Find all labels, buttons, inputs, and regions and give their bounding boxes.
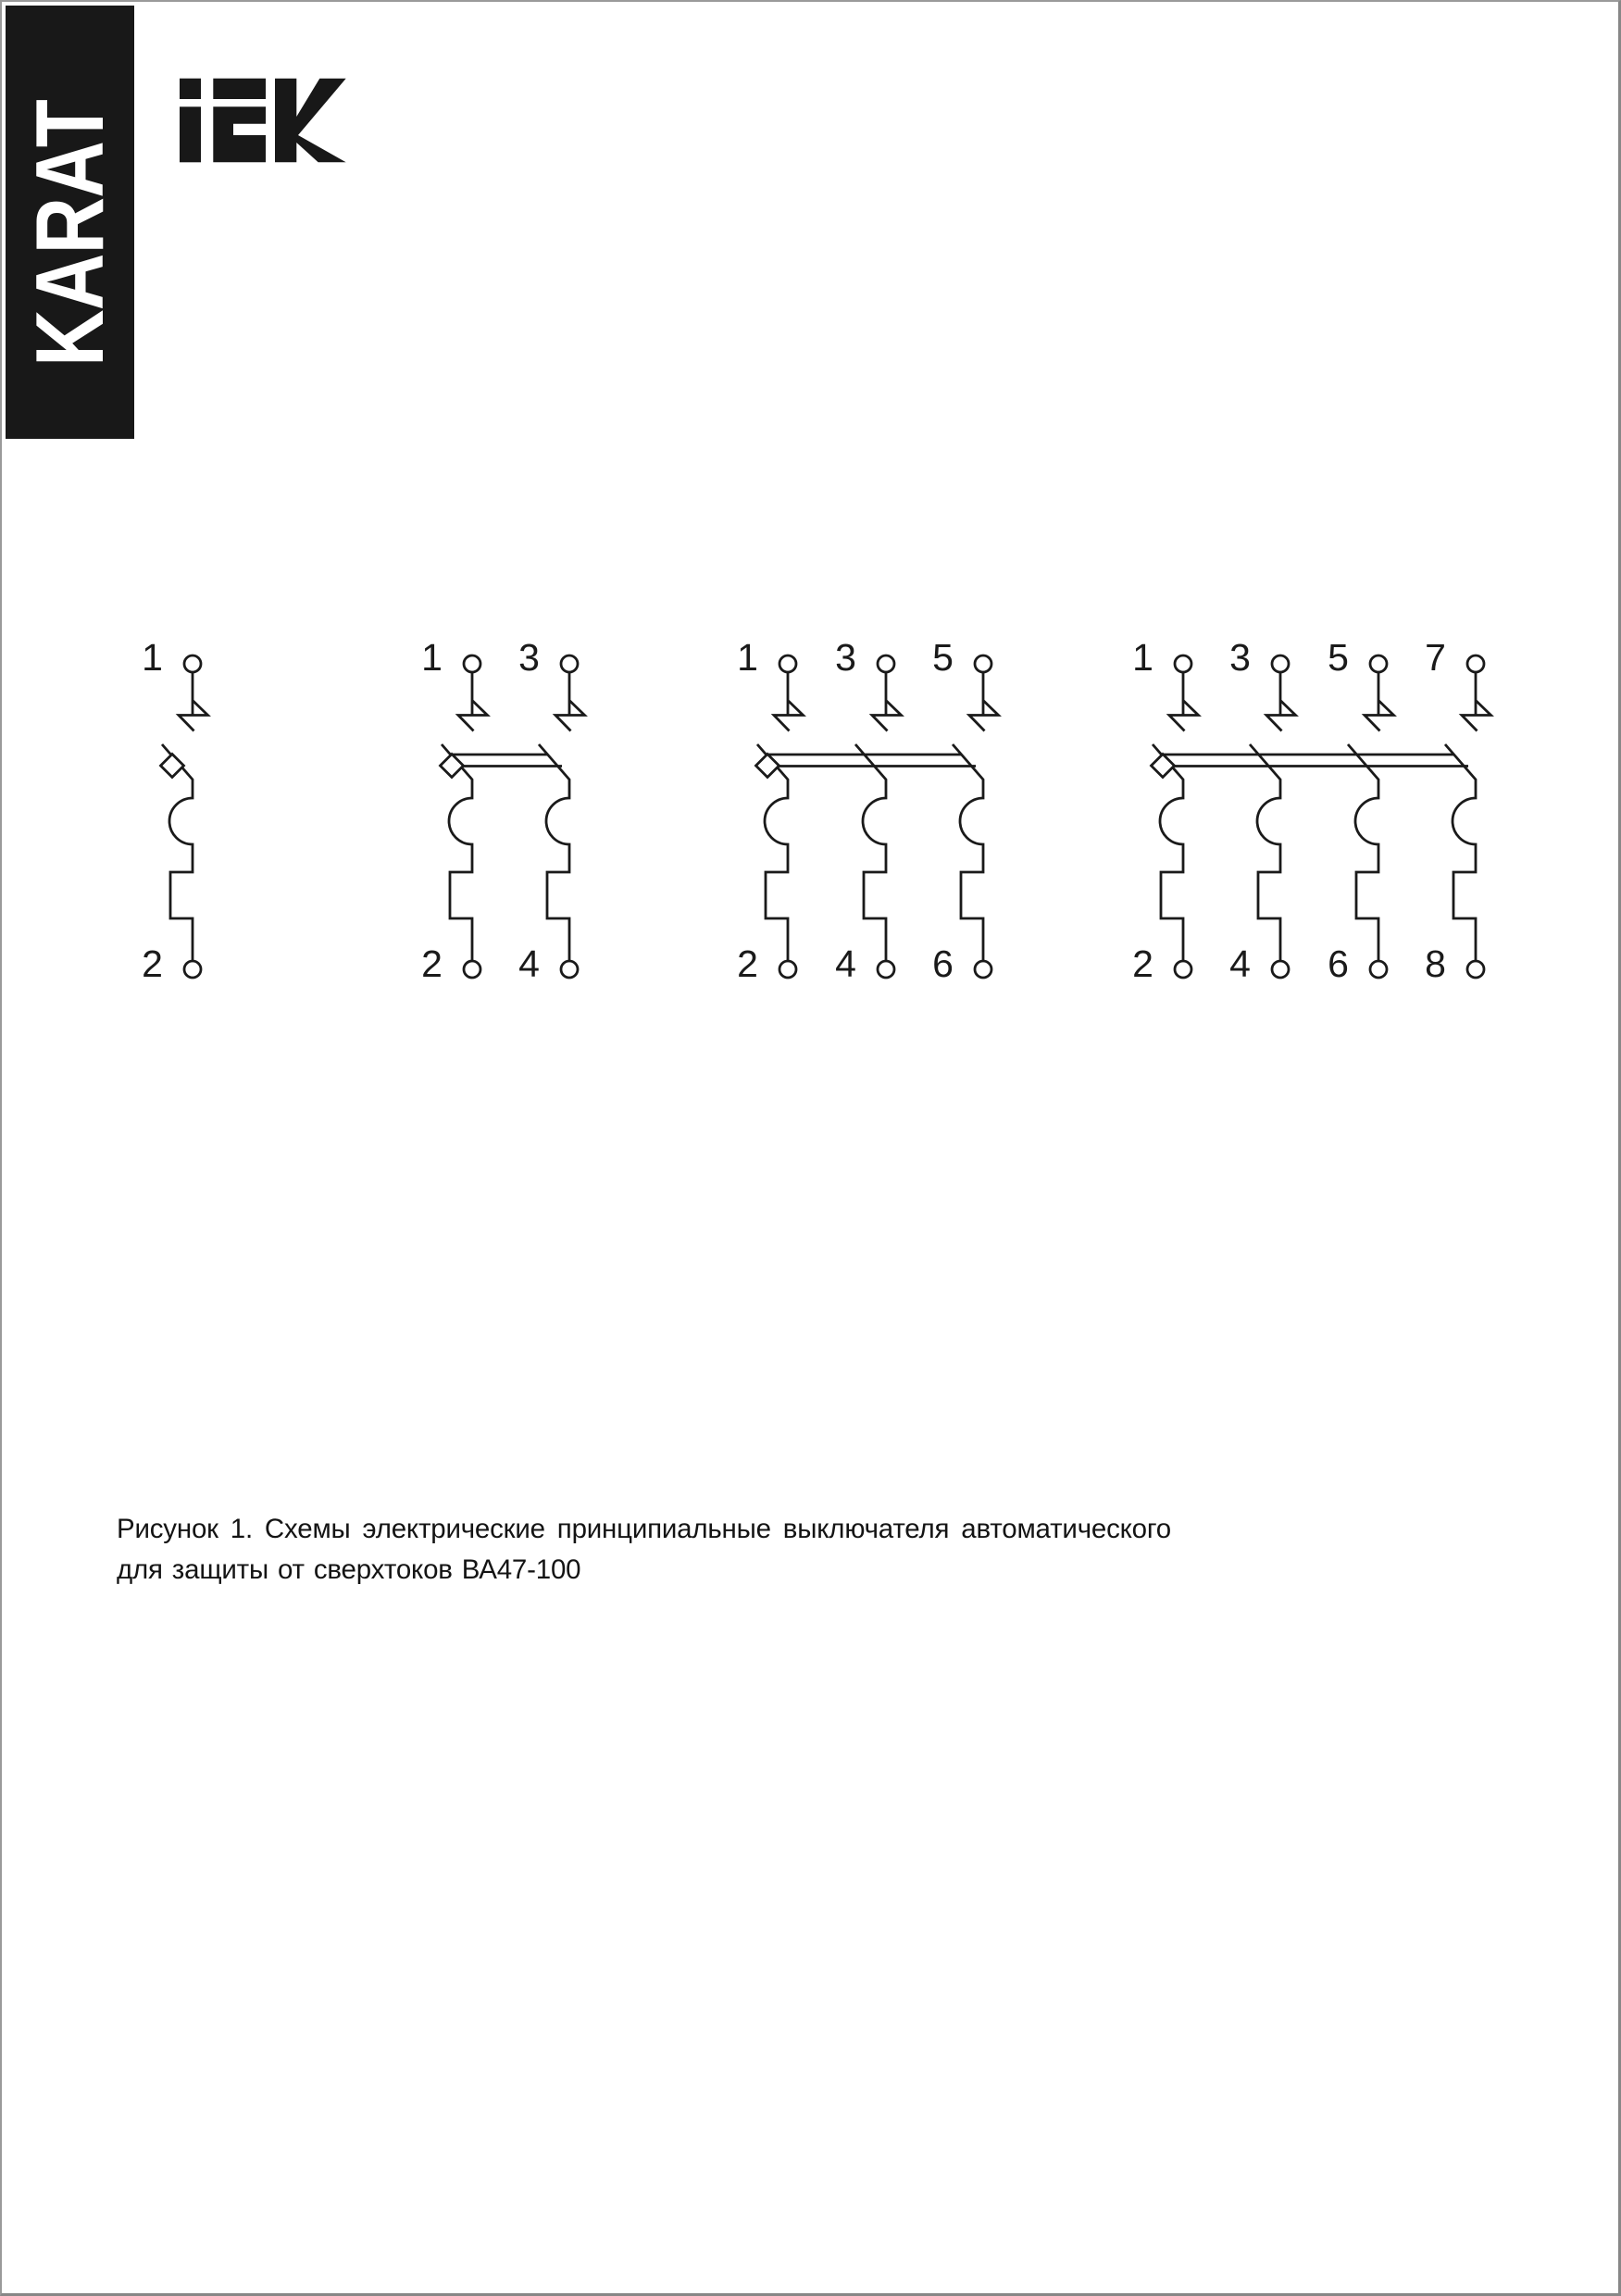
terminal-bottom [464, 961, 480, 978]
terminal-bottom [184, 961, 201, 978]
terminal-bottom [878, 961, 894, 978]
terminal-bottom [1370, 961, 1387, 978]
terminal-top [1467, 655, 1484, 672]
terminal-label-bottom: 2 [142, 942, 162, 985]
terminal-top [561, 655, 578, 672]
terminal-bottom [1175, 961, 1191, 978]
terminal-top [184, 655, 201, 672]
terminal-label-top: 3 [835, 636, 855, 679]
pole-symbol [1348, 672, 1394, 961]
mechanism-diamond [161, 755, 184, 778]
terminal-bottom [779, 961, 796, 978]
terminal-label-bottom: 6 [1328, 942, 1348, 985]
figure-caption-line2: для защиты от сверхтоков ВА47-100 [117, 1554, 581, 1585]
terminal-top [1272, 655, 1289, 672]
figure-caption-line1: Рисунок 1. Схемы электрические принципиальные выключателя автоматического [117, 1514, 1171, 1544]
pole-symbol [162, 672, 208, 961]
pole-symbol [855, 672, 902, 961]
mechanism-diamond [1152, 755, 1175, 778]
terminal-bottom [1467, 961, 1484, 978]
terminal-label-top: 1 [1132, 636, 1153, 679]
terminal-label-bottom: 4 [835, 942, 855, 985]
karat-logo-text: KARAT [16, 100, 124, 368]
mechanism-diamond [756, 755, 779, 778]
pole-symbol [1445, 672, 1491, 961]
terminal-top [1370, 655, 1387, 672]
terminal-label-bottom: 4 [518, 942, 539, 985]
terminal-label-bottom: 2 [421, 942, 442, 985]
terminal-label-top: 3 [1229, 636, 1250, 679]
pole-symbol [1153, 672, 1199, 961]
terminal-label-top: 1 [142, 636, 162, 679]
mechanism-diamond [441, 755, 464, 778]
figure-caption [117, 1509, 1171, 1591]
terminal-top [878, 655, 894, 672]
pole-symbol [1250, 672, 1296, 961]
terminal-label-bottom: 2 [737, 942, 757, 985]
terminal-bottom [1272, 961, 1289, 978]
terminal-top [779, 655, 796, 672]
pole-symbol [442, 672, 488, 961]
terminal-label-bottom: 8 [1425, 942, 1445, 985]
breaker-4-pole [1132, 636, 1490, 985]
terminal-label-top: 5 [932, 636, 953, 679]
terminal-label-bottom: 4 [1229, 942, 1250, 985]
terminal-bottom [975, 961, 991, 978]
terminal-label-bottom: 2 [1132, 942, 1153, 985]
terminal-label-top: 7 [1425, 636, 1445, 679]
terminal-bottom [561, 961, 578, 978]
terminal-label-top: 1 [421, 636, 442, 679]
pole-symbol [953, 672, 999, 961]
pole-symbol [757, 672, 804, 961]
terminal-label-top: 3 [518, 636, 539, 679]
breaker-3-pole [737, 636, 998, 985]
terminal-label-top: 5 [1328, 636, 1348, 679]
terminal-label-top: 1 [737, 636, 757, 679]
terminal-top [1175, 655, 1191, 672]
breaker-2-pole [421, 636, 584, 985]
breaker-1-pole [142, 636, 207, 985]
terminal-label-bottom: 6 [932, 942, 953, 985]
terminal-top [975, 655, 991, 672]
terminal-top [464, 655, 480, 672]
pole-symbol [539, 672, 585, 961]
schematics-canvas [2, 2, 1621, 2296]
